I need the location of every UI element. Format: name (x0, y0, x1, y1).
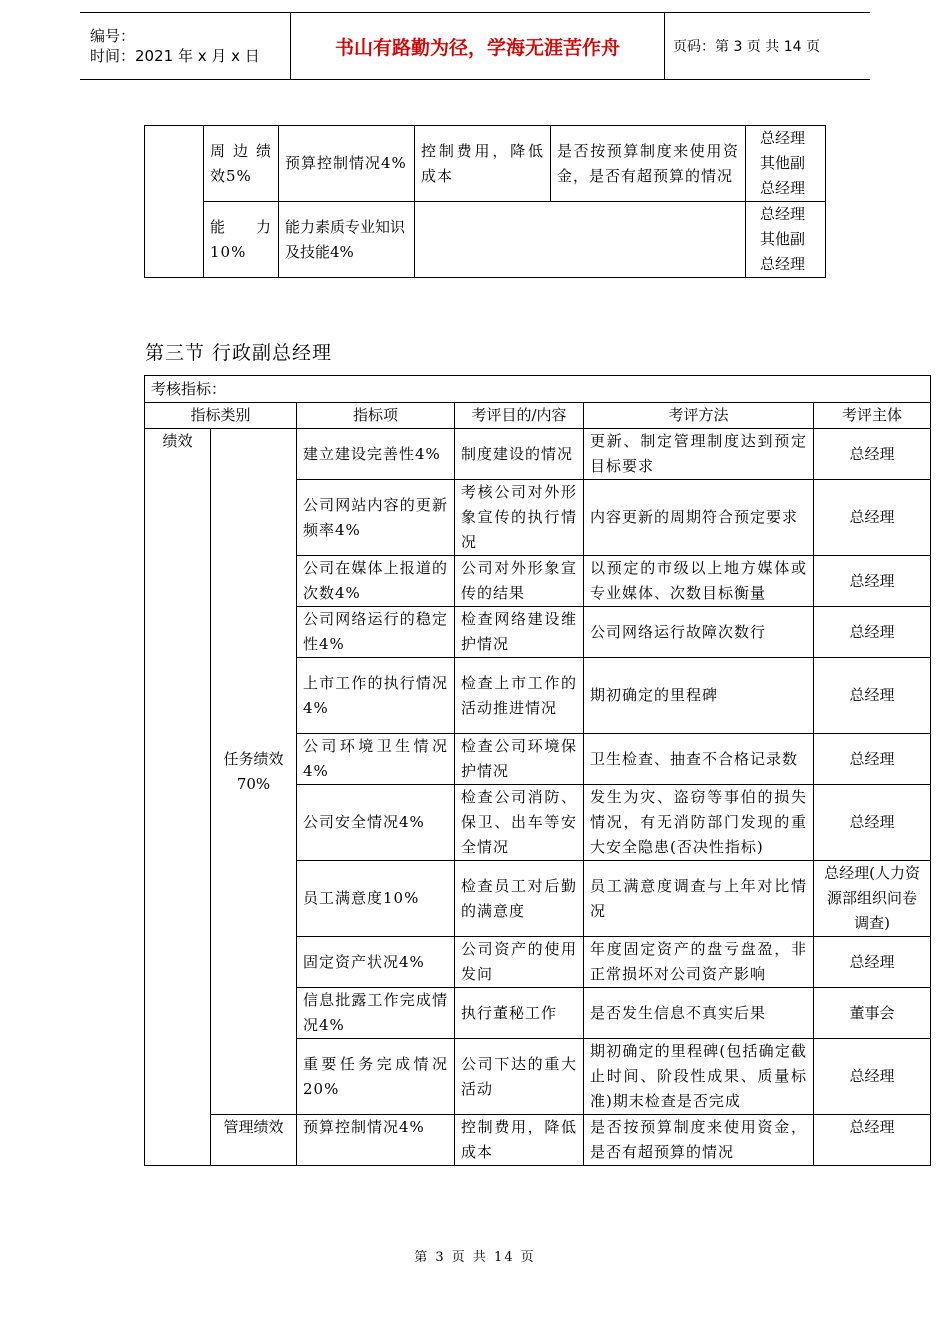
table-cell: 上市工作的执行情况4% (297, 658, 455, 734)
table-cell: 总经理其他副总经理 (746, 126, 826, 202)
table-cell: 考核公司对外形象宣传的执行情况 (455, 480, 584, 556)
table-cell: 总经理 (814, 937, 931, 988)
mgmt-label: 管理绩效 (211, 1115, 297, 1166)
table-cell: 能力素质专业知识及技能4% (279, 202, 415, 278)
continuation-table (144, 125, 826, 278)
table-cell: 公司资产的使用发问 (455, 937, 584, 988)
page-footer: 第 3 页 共 14 页 (414, 1250, 536, 1265)
empty-cell (145, 126, 204, 278)
table-cell: 总经理 (814, 480, 931, 556)
table-cell: 内容更新的周期符合预定要求 (584, 480, 814, 556)
header-left (80, 13, 291, 80)
column-header: 考评主体 (814, 403, 931, 429)
table-caption: 考核指标： (145, 376, 931, 403)
group-label: 绩效 (145, 429, 211, 1166)
table-cell: 总经理 (814, 785, 931, 861)
table-cell: 检查公司环境保护情况 (455, 734, 584, 785)
table-cell: 发生为灾、盗窃等事伯的损失情况，有无消防部门发现的重大安全隐患(否决性指标) (584, 785, 814, 861)
table-cell: 年度固定资产的盘亏盘盈，非正常损坏对公司资产影响 (584, 937, 814, 988)
table-cell: 总经理 (814, 1115, 931, 1166)
table-cell: 期初确定的里程碑(包括确定截止时间、阶段性成果、质量标准)期末检查是否完成 (584, 1039, 814, 1115)
table-cell: 检查公司消防、保卫、出车等安全情况 (455, 785, 584, 861)
table-cell: 控制费用，降低成本 (415, 126, 551, 202)
empty-cell (415, 202, 746, 278)
table-cell: 预算控制情况4% (297, 1115, 455, 1166)
table-cell: 总经理(人力资源部组织问卷调查) (814, 861, 931, 937)
table-cell: 卫生检查、抽查不合格记录数 (584, 734, 814, 785)
table-cell: 公司网络运行的稳定性4% (297, 607, 455, 658)
table-cell: 建立建设完善性4% (297, 429, 455, 480)
table-cell: 公司网站内容的更新频率4% (297, 480, 455, 556)
column-header: 指标项 (297, 403, 455, 429)
table-cell: 是否发生信息不真实后果 (584, 988, 814, 1039)
column-header: 考评目的/内容 (455, 403, 584, 429)
column-header: 考评方法 (584, 403, 814, 429)
table-cell: 总经理 (814, 734, 931, 785)
motto: 书山有路勤为径，学海无涯苦作舟 (291, 13, 665, 80)
table-cell: 执行董秘工作 (455, 988, 584, 1039)
section-title: 第三节 行政副总经理 (145, 342, 333, 364)
table-cell: 公司环境卫生情况4% (297, 734, 455, 785)
kpi-table (144, 375, 931, 1166)
table-cell: 总经理其他副总经理 (746, 202, 826, 278)
table-cell: 公司安全情况4% (297, 785, 455, 861)
table-cell: 期初确定的里程碑 (584, 658, 814, 734)
table-cell: 信息批露工作完成情况4% (297, 988, 455, 1039)
time-label: 时间：2021 年 x 月 x 日 (90, 47, 260, 65)
table-cell: 控制费用，降低成本 (455, 1115, 584, 1166)
table-cell: 固定资产状况4% (297, 937, 455, 988)
table-cell: 以预定的市级以上地方媒体或专业媒体、次数目标衡量 (584, 556, 814, 607)
table-cell: 公司对外形象宣传的结果 (455, 556, 584, 607)
table-cell: 公司下达的重大活动 (455, 1039, 584, 1115)
table-cell: 公司在媒体上报道的次数4% (297, 556, 455, 607)
table-cell: 总经理 (814, 1039, 931, 1115)
table-cell: 公司网络运行故障次数行 (584, 607, 814, 658)
table-cell: 检查上市工作的活动推进情况 (455, 658, 584, 734)
table-cell: 员工满意度10% (297, 861, 455, 937)
table-cell: 检查网络建设维护情况 (455, 607, 584, 658)
table-cell: 总经理 (814, 658, 931, 734)
table-cell: 重要任务完成情况20% (297, 1039, 455, 1115)
table-cell: 董事会 (814, 988, 931, 1039)
table-cell: 是否按预算制度来使用资金，是否有超预算的情况 (551, 126, 746, 202)
table-cell: 是否按预算制度来使用资金，是否有超预算的情况 (584, 1115, 814, 1166)
number-label: 编号： (90, 27, 136, 45)
table-cell: 制度建设的情况 (455, 429, 584, 480)
table-cell: 更新、制定管理制度达到预定目标要求 (584, 429, 814, 480)
table-cell: 总经理 (814, 556, 931, 607)
table-cell: 检查员工对后勤的满意度 (455, 861, 584, 937)
table-cell: 总经理 (814, 429, 931, 480)
table-cell: 预算控制情况4% (279, 126, 415, 202)
task-label: 任务绩效70% (211, 429, 297, 1115)
column-header: 指标类别 (145, 403, 297, 429)
table-cell: 周边绩效5% (204, 126, 279, 202)
page-label: 页码：第 3 页 共 14 页 (665, 13, 871, 80)
table-cell: 能力10% (204, 202, 279, 278)
page-header (80, 12, 870, 80)
table-cell: 总经理 (814, 607, 931, 658)
table-cell: 员工满意度调查与上年对比情况 (584, 861, 814, 937)
